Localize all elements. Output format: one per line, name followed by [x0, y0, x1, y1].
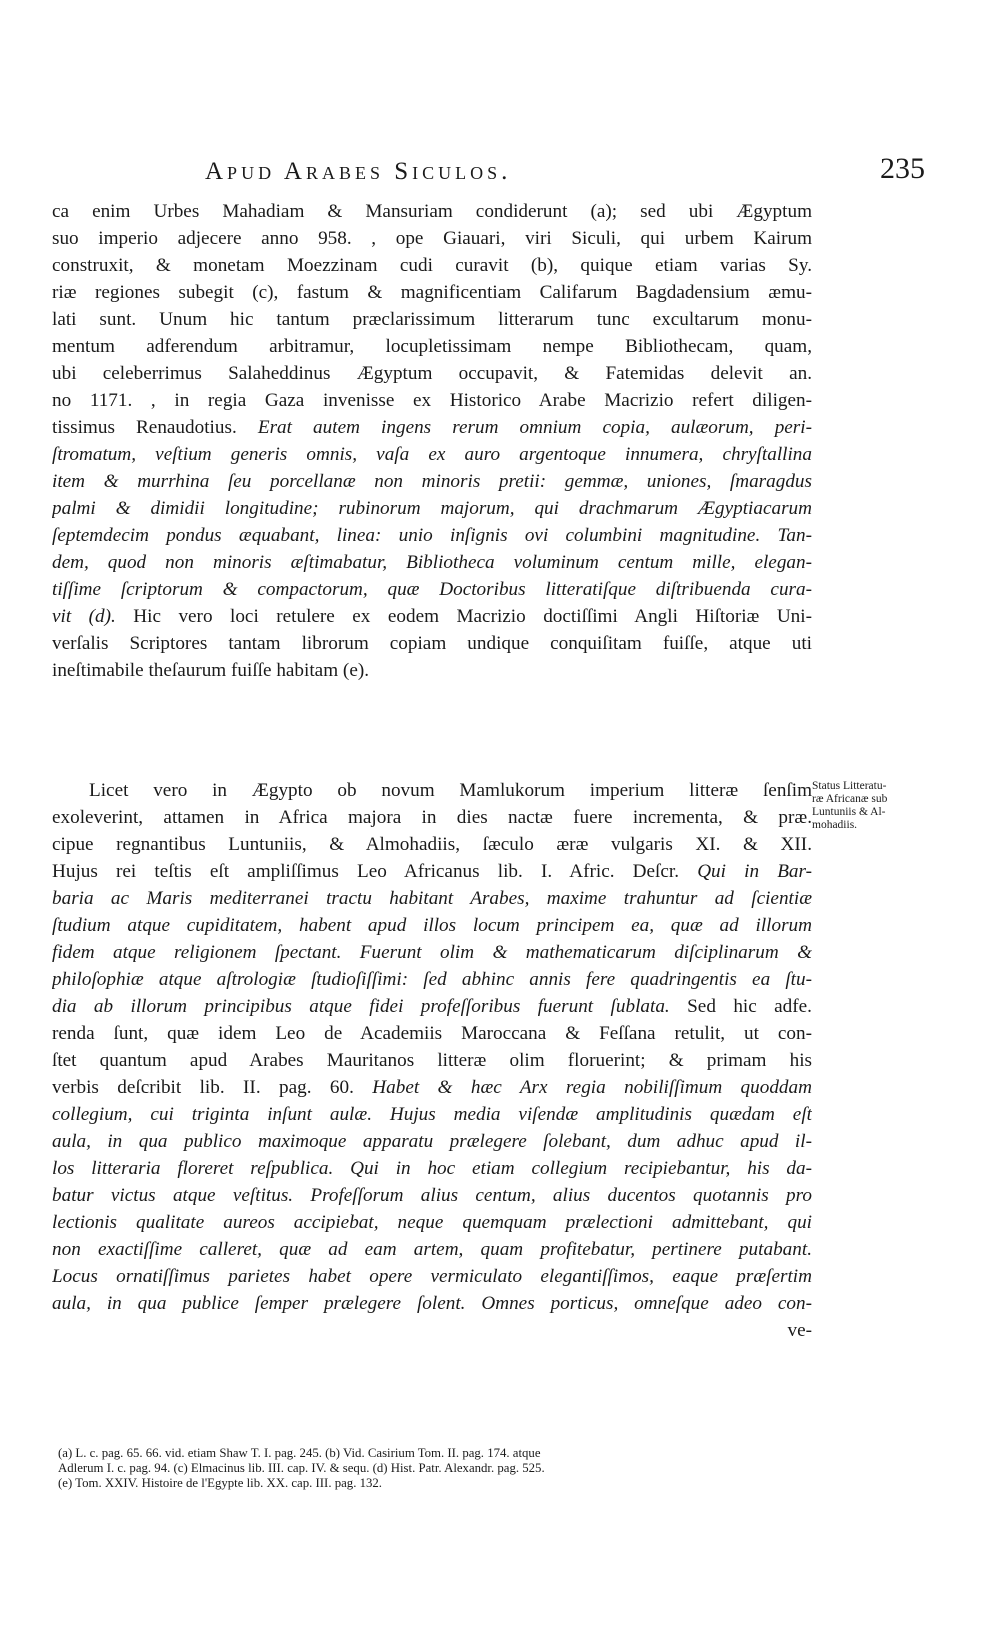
marginal-note [812, 780, 898, 832]
italic-run: Erat autem ingens rerum omnium copia, aulæorum, peri- [257, 417, 812, 438]
marginal-note-line: Luntuniis & Al- [812, 806, 886, 818]
text-line [52, 993, 812, 1020]
italic-run: item & murrhina ſeu porcellanæ non minoris pretii: gemmæ, uniones, ſmaragdus [52, 471, 812, 492]
italic-run: batur victus atque veſtitus. Profeſſorum alius centum, alius ducentos quotannis pro [52, 1185, 812, 1206]
text-line: renda ſunt, quæ idem Leo de Academiis Maroccana & Feſſana retulit, ut con- [52, 1023, 812, 1044]
text-line [52, 441, 812, 468]
text-line [52, 1209, 812, 1236]
italic-run: aula, in qua publico maximoque apparatu prælegere ſolebant, dum adhuc apud il- [52, 1131, 812, 1152]
italic-run: vit (d). [52, 606, 134, 627]
italic-run: baria ac Maris mediterranei tractu habitant Arabes, maxime trahuntur ad ſcientiæ [52, 888, 812, 909]
marginal-note-line: mohadiis. [812, 819, 858, 831]
text-line [52, 1155, 812, 1182]
text-line: verſalis Scriptores tantam librorum copiam undique conquiſitam fuiſſe, atque uti [52, 633, 812, 654]
italic-run: dem, quod non minoris æſtimabatur, Bibliotheca voluminum centum mille, elegan- [52, 552, 812, 573]
text-line [52, 1101, 812, 1128]
italic-run: lectionis qualitate aureos accipiebat, neque quemquam prælectioni admittebant, qui [52, 1212, 812, 1233]
text-line [52, 549, 812, 576]
text-line [52, 1182, 812, 1209]
text-line: construxit, & monetam Moezzinam cudi curavit (b), quique etiam varias Sy. [52, 255, 812, 276]
running-title: Apud Arabes Siculos. [205, 158, 512, 185]
page-number: 235 [880, 152, 925, 185]
text-line: Licet vero in Ægypto ob novum Mamlukorum imperium litteræ ſenſim [89, 780, 812, 801]
italic-run: ſeptemdecim pondus æquabant, linea: unio inſignis ovi columbini magnitudine. [52, 525, 778, 546]
italic-run: aula, in qua publice ſemper prælegere ſolent. Omnes porticus, omneſque adeo con- [52, 1293, 812, 1314]
italic-run: palmi & dimidii longitudine; rubinorum majorum, qui drachmarum Ægyptiacarum [52, 498, 812, 519]
marginal-note-line: Status Litteratu- [812, 780, 887, 792]
text-line: suo imperio adjecere anno 958. , ope Giauari, viri Siculi, qui urbem Kairum [52, 228, 812, 249]
text-run: tissimus Renaudotius. [52, 417, 258, 438]
italic-run: non exactiſſime calleret, quæ ad eam artem, quam profitebatur, pertinere putabant. [52, 1239, 812, 1260]
text-line [52, 966, 812, 993]
footnote-line: (e) Tom. XXIV. Histoire de l'Egypte lib. XX. cap. III. pag. 132. [58, 1476, 382, 1490]
italic-run: Habet & hæc Arx regia nobiliſſimum quoddam [372, 1077, 812, 1098]
text-line: cipue regnantibus Luntuniis, & Almohadiis, ſæculo æræ vulgaris XI. & XII. [52, 834, 812, 855]
text-run: Sed hic adfe. [687, 996, 812, 1017]
text-line [52, 885, 812, 912]
italic-run: philoſophiæ atque aſtrologiæ ſtudioſiſſimi: ſed abhinc annis fere quadringentis ea ſtu- [52, 969, 812, 990]
text-line [52, 603, 812, 630]
paragraph-1 [52, 198, 812, 684]
catchword: ve- [787, 1320, 812, 1341]
footnote-line: Adlerum I. c. pag. 94. (c) Elmacinus lib. III. cap. IV. & sequ. (d) Hist. Patr. Alexandr. pag. 525. [58, 1461, 545, 1475]
italic-run: los litteraria floreret reſpublica. Qui in hoc etiam collegium recipiebantur, his da- [52, 1158, 812, 1179]
italic-run: Qui in Bar- [697, 861, 812, 882]
text-run: Hujus rei teſtis eſt ampliſſimus Leo Africanus lib. I. Afric. Deſcr. [52, 861, 698, 882]
text-run: verbis deſcribit lib. II. pag. 60. [52, 1077, 373, 1098]
italic-run: tiſſime ſcriptorum & compactorum, quæ Doctoribus litteratiſque diſtribuenda cura- [52, 579, 812, 600]
text-line: ca enim Urbes Mahadiam & Mansuriam condiderunt (a); sed ubi Ægyptum [52, 201, 812, 222]
italic-run: dia ab illorum principibus atque fidei profeſſoribus fuerunt ſublata. [52, 996, 688, 1017]
text-line [52, 522, 812, 549]
italic-run: Locus ornatiſſimus parietes habet opere vermiculato elegantiſſimos, eaque præſertim [52, 1266, 812, 1287]
text-line: mentum adferendum arbitramur, locupletissimam nempe Bibliothecam, quam, [52, 336, 812, 357]
footnote-line: (a) L. c. pag. 65. 66. vid. etiam Shaw T. I. pag. 245. (b) Vid. Casirium Tom. II. pag. 174. atque [58, 1446, 541, 1460]
text-line: riæ regiones subegit (c), fastum & magnificentiam Califarum Bagdadensium æmu- [52, 282, 812, 303]
text-line: exoleverint, attamen in Africa majora in dies nactæ fuere incrementa, & præ. [52, 807, 812, 828]
text-line [52, 576, 812, 603]
text-line: ineſtimabile theſaurum fuiſſe habitam (e). [52, 660, 370, 681]
italic-run: collegium, cui triginta inſunt aulæ. Hujus media viſendæ amplitudinis quædam eſt [52, 1104, 812, 1125]
text-line: lati sunt. Unum hic tantum præclarissimum litterarum tunc excultarum monu- [52, 309, 812, 330]
footnotes [58, 1446, 808, 1491]
marginal-note-line: ræ Africanæ sub [812, 793, 888, 805]
text-line [52, 1290, 812, 1317]
text-line [52, 1263, 812, 1290]
text-line [52, 495, 812, 522]
text-line [52, 1236, 812, 1263]
italic-run: ſtromatum, veſtium generis omnis, vaſa ex auro argentoque innumera, chryſtallina [52, 444, 812, 465]
text-line: ſtet quantum apud Arabes Mauritanos litteræ olim floruerint; & primam his [52, 1050, 812, 1071]
text-line: ubi celeberrimus Salaheddinus Ægyptum occupavit, & Fatemidas delevit an. [52, 363, 812, 384]
paragraph-2 [52, 777, 812, 1344]
text-run: Hic vero loci retulere ex eodem Macrizio doctiſſimi Angli Hiſtoriæ Uni- [133, 606, 812, 627]
text-line [52, 468, 812, 495]
italic-run: fidem atque religionem ſpectant. Fuerunt olim & mathematicarum diſciplinarum & [52, 942, 812, 963]
text-line [52, 1074, 812, 1101]
text-line [52, 912, 812, 939]
text-line [52, 1128, 812, 1155]
text-line [52, 939, 812, 966]
page-header [205, 152, 925, 198]
italic-run: Tan- [777, 525, 812, 546]
italic-run: ſtudium atque cupiditatem, habent apud illos locum principem ea, quæ ad illorum [52, 915, 812, 936]
text-line [52, 858, 812, 885]
text-line: no 1171. , in regia Gaza invenisse ex Historico Arabe Macrizio refert diligen- [52, 390, 812, 411]
text-line [52, 414, 812, 441]
